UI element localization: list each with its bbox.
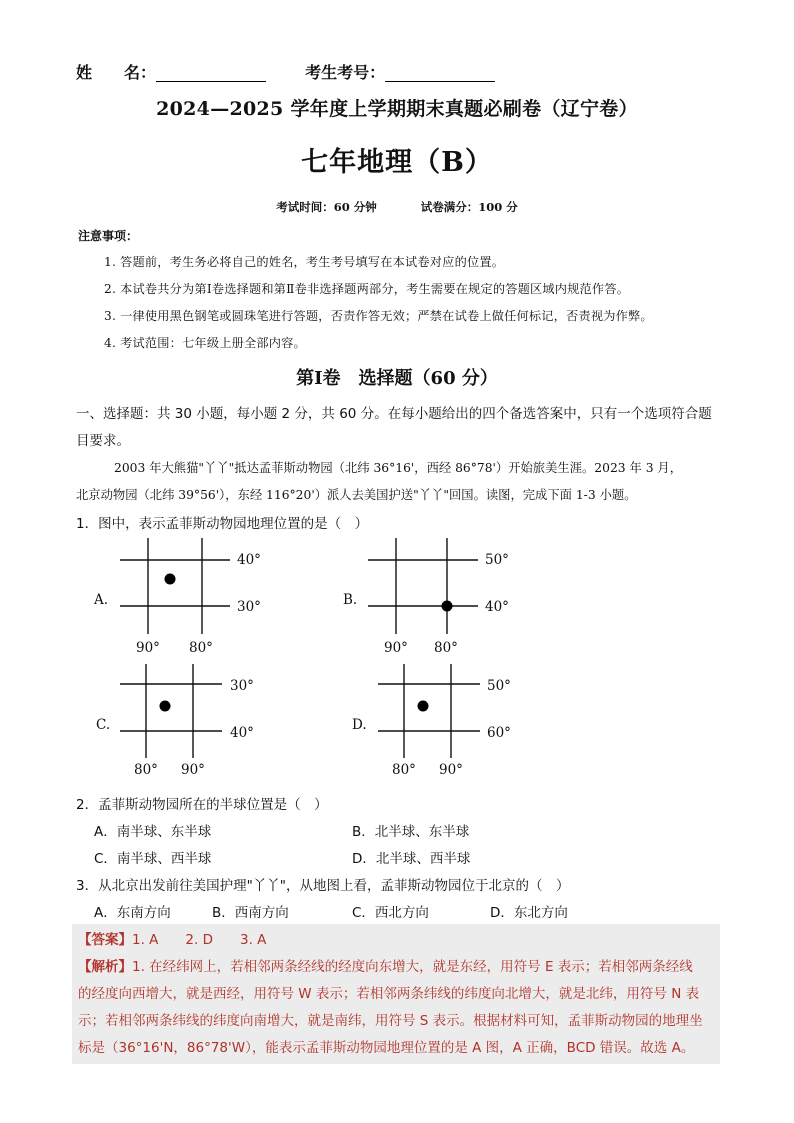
- option-letter: A.: [94, 592, 109, 608]
- analysis-line-4: 标是（36°16'N，86°78'W），能表示孟菲斯动物园地理位置的是 A 图，A 正确，BCD 错误。故选 A。: [78, 1040, 695, 1056]
- analysis-line-2: 的经度向西增大，就是西经，用符号 W 表示；若相邻两条纬线的纬度向北增大，就是北纬，用符号 N 表: [78, 986, 700, 1002]
- q3-option-b[interactable]: B．西南方向: [212, 905, 289, 921]
- lat-label: 30°: [230, 678, 254, 694]
- material-line-1: 2003 年大熊猫"丫丫"抵达孟菲斯动物园（北纬 36°16'，西经 86°78'）开始旅美生涯。2023 年 3 月，: [114, 461, 683, 475]
- grid-d: [352, 664, 511, 778]
- question-3-stem: 3．从北京出发前往美国护理"丫丫"，从地图上看，孟菲斯动物园位于北京的（ ）: [76, 878, 570, 894]
- section-instruction-cont: 目要求。: [76, 433, 130, 449]
- q3-option-a[interactable]: A．东南方向: [94, 905, 171, 921]
- option-letter: B.: [343, 592, 358, 608]
- location-dot: [165, 574, 176, 585]
- full-score: 试卷满分：100 分: [420, 200, 518, 214]
- name-label: 姓 名：: [76, 63, 157, 82]
- answer-line: [78, 928, 266, 948]
- analysis-line-3: 示；若相邻两条纬线的纬度向南增大，就是南纬，用符号 S 表示。根据材料可知，孟菲斯动物园的地理坐: [78, 1013, 703, 1029]
- lon-label: 90°: [439, 762, 463, 778]
- q2-option-d[interactable]: D．北半球、西半球: [352, 851, 471, 867]
- lat-label: 50°: [487, 678, 511, 694]
- lon-label: 80°: [134, 762, 158, 778]
- name-blank[interactable]: [156, 65, 266, 82]
- answer-label: 【答案】: [78, 932, 132, 948]
- question-1-stem: 1．图中，表示孟菲斯动物园地理位置的是（ ）: [76, 516, 369, 532]
- lon-label: 90°: [136, 640, 160, 656]
- q3-option-c[interactable]: C．西北方向: [352, 905, 429, 921]
- option-letter: C.: [96, 717, 111, 733]
- analysis-label: 【解析】: [78, 959, 132, 975]
- lat-label: 40°: [485, 599, 509, 615]
- exam-time: 考试时间：60 分钟: [276, 200, 377, 214]
- location-dot: [418, 701, 429, 712]
- answer-text: 1. A 2. D 3. A: [132, 932, 267, 948]
- name-fields: [76, 60, 495, 83]
- lon-label: 80°: [392, 762, 416, 778]
- lat-lon-grids: [0, 530, 794, 780]
- lon-label: 80°: [434, 640, 458, 656]
- grid-c: [96, 664, 254, 778]
- grid-a: [93, 538, 261, 656]
- location-dot: [442, 601, 453, 612]
- lon-label: 90°: [384, 640, 408, 656]
- lat-label: 50°: [485, 552, 509, 568]
- lat-label: 30°: [237, 599, 261, 615]
- q2-option-a[interactable]: A．南半球、东半球: [94, 824, 212, 840]
- lon-label: 80°: [189, 640, 213, 656]
- location-dot: [160, 701, 171, 712]
- notice-heading: 注意事项：: [78, 229, 139, 243]
- q2-option-b[interactable]: B．北半球、东半球: [352, 824, 470, 840]
- lat-label: 60°: [487, 725, 511, 741]
- option-letter: D.: [352, 717, 367, 733]
- q3-option-d[interactable]: D．东北方向: [490, 905, 568, 921]
- exam-title: 2024—2025 学年度上学期期末真题必刷卷（辽宁卷）: [156, 98, 638, 120]
- notice-item: 3. 一律使用黑色钢笔或圆珠笔进行答题，否责作答无效；严禁在试卷上做任何标记，否责视为作弊。: [104, 309, 653, 323]
- lat-label: 40°: [230, 725, 254, 741]
- section-title: 第Ⅰ卷 选择题（60 分）: [296, 368, 498, 389]
- lat-label: 40°: [237, 552, 261, 568]
- grid-b: [343, 538, 509, 656]
- notice-item: 1. 答题前，考生务必将自己的姓名，考生考号填写在本试卷对应的位置。: [104, 255, 505, 269]
- exam-no-blank[interactable]: [385, 65, 495, 82]
- subject-title: 七年地理（B）: [301, 147, 493, 178]
- material-line-2: 北京动物园（北纬 39°56'），东经 116°20'）派人去美国护送"丫丫"回国。读图，完成下面 1-3 小题。: [76, 488, 637, 502]
- question-2-stem: 2．孟菲斯动物园所在的半球位置是（ ）: [76, 797, 328, 813]
- analysis-line-1: [78, 955, 693, 975]
- notice-item: 4. 考试范围：七年级上册全部内容。: [104, 336, 306, 350]
- exam-meta: [0, 199, 794, 215]
- section-instruction: 一、选择题：共 30 小题，每小题 2 分，共 60 分。在每小题给出的四个备选答案中，只有一个选项符合题: [76, 406, 712, 422]
- analysis-text: 1. 在经纬网上，若相邻两条经线的经度向东增大，就是东经，用符号 E 表示；若相邻两条经线: [132, 959, 693, 975]
- lon-label: 90°: [181, 762, 205, 778]
- exam-no-label: 考生考号：: [305, 63, 386, 82]
- notice-item: 2. 本试卷共分为第Ⅰ卷选择题和第Ⅱ卷非选择题两部分，考生需要在规定的答题区域内规范作答。: [104, 282, 630, 296]
- q2-option-c[interactable]: C．南半球、西半球: [94, 851, 212, 867]
